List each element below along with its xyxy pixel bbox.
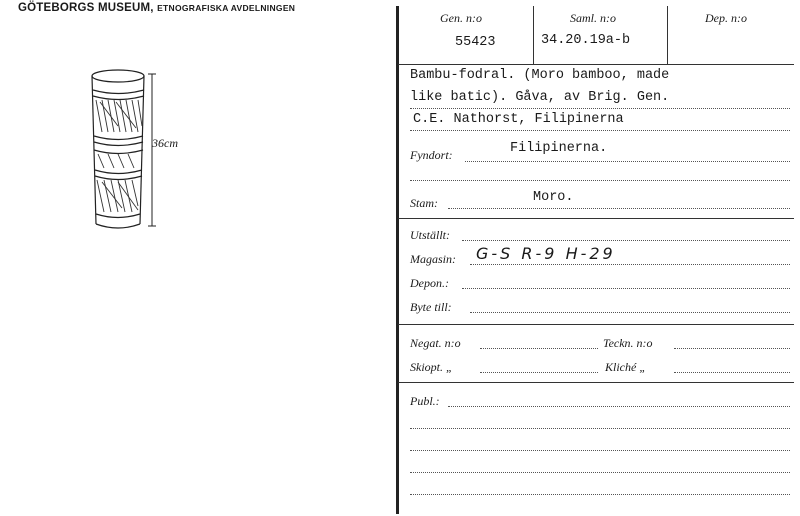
museum-name: GÖTEBORGS MUSEUM,: [18, 2, 154, 14]
dotted-rule: [674, 348, 790, 349]
description-line: like batic). Gåva, av Brig. Gen.: [410, 90, 670, 105]
dotted-rule: [470, 312, 790, 313]
description-line: Bambu-fodral. (Moro bamboo, made: [410, 68, 670, 83]
negat-no-label: Negat. n:o: [410, 336, 461, 350]
magasin-label: Magasin:: [410, 252, 456, 266]
dotted-rule: [480, 372, 598, 373]
dotted-rule: [674, 372, 790, 373]
depon-label: Depon.:: [410, 276, 449, 290]
rule: [398, 64, 794, 65]
saml-no-value: 34.20.19a-b: [541, 33, 631, 48]
dotted-rule: [410, 108, 790, 109]
saml-no-label: Saml. n:o: [570, 11, 616, 25]
magasin-value: G-S R-9 H-29: [476, 244, 616, 263]
museum-header: [18, 2, 295, 14]
dotted-rule: [462, 288, 790, 289]
fyndort-label: Fyndort:: [410, 148, 453, 162]
skiopt-label: Skiopt. „: [410, 360, 453, 374]
dotted-rule: [410, 180, 790, 181]
publ-label: Publ.:: [410, 394, 440, 408]
dotted-rule: [470, 264, 790, 265]
dotted-rule: [410, 494, 790, 495]
column-divider: [533, 6, 534, 64]
rule: [398, 218, 794, 219]
gen-no-label: Gen. n:o: [440, 11, 482, 25]
bamboo-container-sketch: [78, 66, 160, 236]
utstallt-label: Utställt:: [410, 228, 451, 242]
kliche-label: Kliché „: [605, 360, 646, 374]
fyndort-value: Filipinerna.: [510, 141, 608, 156]
dotted-rule: [410, 130, 790, 131]
dotted-rule: [480, 348, 598, 349]
dep-no-label: Dep. n:o: [705, 11, 747, 25]
description-line: C.E. Nathorst, Filipinerna: [413, 112, 624, 127]
dotted-rule: [448, 208, 790, 209]
dotted-rule: [465, 161, 790, 162]
dotted-rule: [448, 406, 790, 407]
byte-till-label: Byte till:: [410, 300, 452, 314]
column-divider: [667, 6, 668, 64]
dotted-rule: [462, 240, 790, 241]
teckn-no-label: Teckn. n:o: [603, 336, 653, 350]
stam-label: Stam:: [410, 196, 438, 210]
stam-value: Moro.: [533, 190, 574, 205]
card-left-border: [396, 6, 399, 514]
dotted-rule: [410, 428, 790, 429]
rule: [398, 324, 794, 325]
dotted-rule: [410, 472, 790, 473]
department-name: ETNOGRAFISKA AVDELNINGEN: [157, 3, 296, 13]
dotted-rule: [410, 450, 790, 451]
dimension-label: 36cm: [152, 136, 178, 150]
gen-no-value: 55423: [455, 35, 496, 50]
rule: [398, 382, 794, 383]
